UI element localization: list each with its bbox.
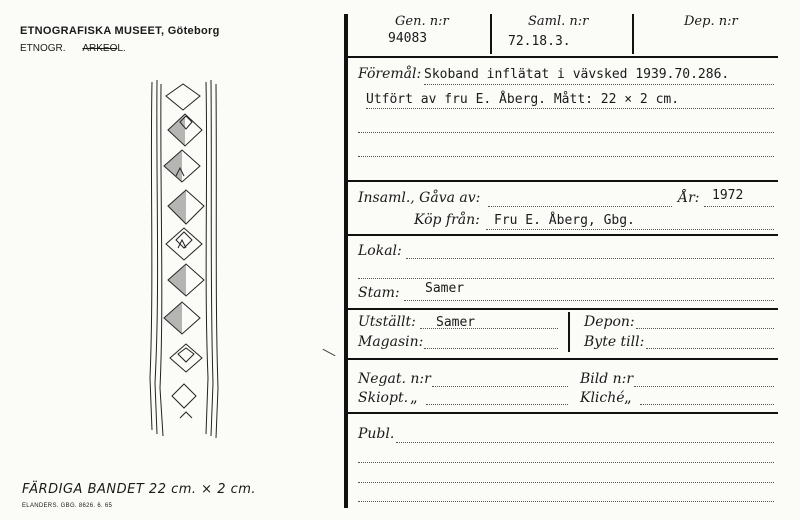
byte-dots <box>646 348 774 349</box>
utstallt-label: Utställt: <box>358 314 416 330</box>
kop-label: Köp från: <box>414 212 480 228</box>
kop-dots <box>486 229 774 230</box>
ar-dots <box>704 206 774 207</box>
lokal-dots-2 <box>358 278 774 279</box>
saml-nr-label: Saml. n:r <box>528 14 589 29</box>
publ-label: Publ. <box>358 426 395 442</box>
foremal-dots-1 <box>424 84 774 85</box>
negat-label: Negat. n:r <box>358 371 431 387</box>
header-divider-2 <box>632 14 634 54</box>
divider-foremal <box>344 180 778 182</box>
byte-label: Byte till: <box>584 334 645 350</box>
lokal-label: Lokal: <box>358 243 402 259</box>
divider-negat <box>344 412 778 414</box>
publ-dots-4 <box>358 501 774 502</box>
etnogr-line <box>20 43 126 54</box>
divider-header <box>344 56 778 58</box>
divider-insaml <box>344 234 778 236</box>
gen-nr-value: 94083 <box>388 31 428 46</box>
stam-label: Stam: <box>358 285 400 301</box>
foremal-line2: Utfört av fru E. Åberg. Mått: 22 × 2 cm. <box>366 92 680 107</box>
stam-value: Samer <box>425 281 465 296</box>
kop-value: Fru E. Åberg, Gbg. <box>494 213 635 228</box>
lokal-dots-1 <box>406 258 774 259</box>
foremal-dots-2 <box>366 108 774 109</box>
card-left-border <box>344 14 348 508</box>
utstallt-divider <box>568 312 570 352</box>
skiopt-dots <box>426 404 568 405</box>
museum-city: Göteborg <box>167 25 220 37</box>
depon-dots <box>636 328 774 329</box>
bild-dots <box>634 386 774 387</box>
header-divider-1 <box>490 14 492 54</box>
cliche-value: „ <box>624 388 632 406</box>
foremal-line1: Skoband inflätat i vävsked 1939.70.286. <box>424 67 730 82</box>
publ-dots-1 <box>396 442 774 443</box>
insaml-dots <box>488 206 672 207</box>
museum-header <box>20 25 220 37</box>
foremal-label: Föremål: <box>358 66 422 82</box>
negat-dots <box>432 386 568 387</box>
skiopt-label: Skiopt. <box>358 390 409 406</box>
cliche-label: Kliché <box>580 390 625 406</box>
etnogr-struck: ARKEO <box>82 43 118 54</box>
depon-label: Depon: <box>584 314 635 330</box>
band-sketch <box>140 78 230 440</box>
saml-nr-value: 72.18.3. <box>508 34 571 49</box>
insaml-label: Insaml., Gåva av: <box>358 190 481 206</box>
publ-dots-2 <box>358 462 774 463</box>
publ-dots-3 <box>358 482 774 483</box>
etnogr-label: ETNOGR. <box>20 43 66 54</box>
utstallt-value: Samer <box>436 315 476 330</box>
sketch-note: FÄRDIGA BANDET 22 cm. × 2 cm. <box>22 482 257 497</box>
gen-nr-label: Gen. n:r <box>395 14 449 29</box>
magasin-dots <box>424 348 558 349</box>
printer-mark: ELANDERS. GBG. 8626. 6. 65 <box>22 503 113 509</box>
magasin-label: Magasin: <box>358 334 424 350</box>
foremal-dots-4 <box>358 156 774 157</box>
cliche-dots <box>640 404 774 405</box>
utstallt-dots <box>420 328 558 329</box>
skiopt-value: „ <box>410 388 418 406</box>
divider-stam <box>344 308 778 310</box>
bild-label: Bild n:r <box>580 371 634 387</box>
ar-value: 1972 <box>712 188 744 203</box>
dep-nr-label: Dep. n:r <box>684 14 738 29</box>
etnogr-suffix: L. <box>117 43 126 54</box>
museum-name: ETNOGRAFISKA MUSEET, <box>20 25 165 37</box>
stam-dots <box>404 300 774 301</box>
stray-mark <box>323 349 336 356</box>
ar-label: År: <box>678 190 700 206</box>
divider-utstallt <box>344 358 778 360</box>
foremal-dots-3 <box>358 132 774 133</box>
